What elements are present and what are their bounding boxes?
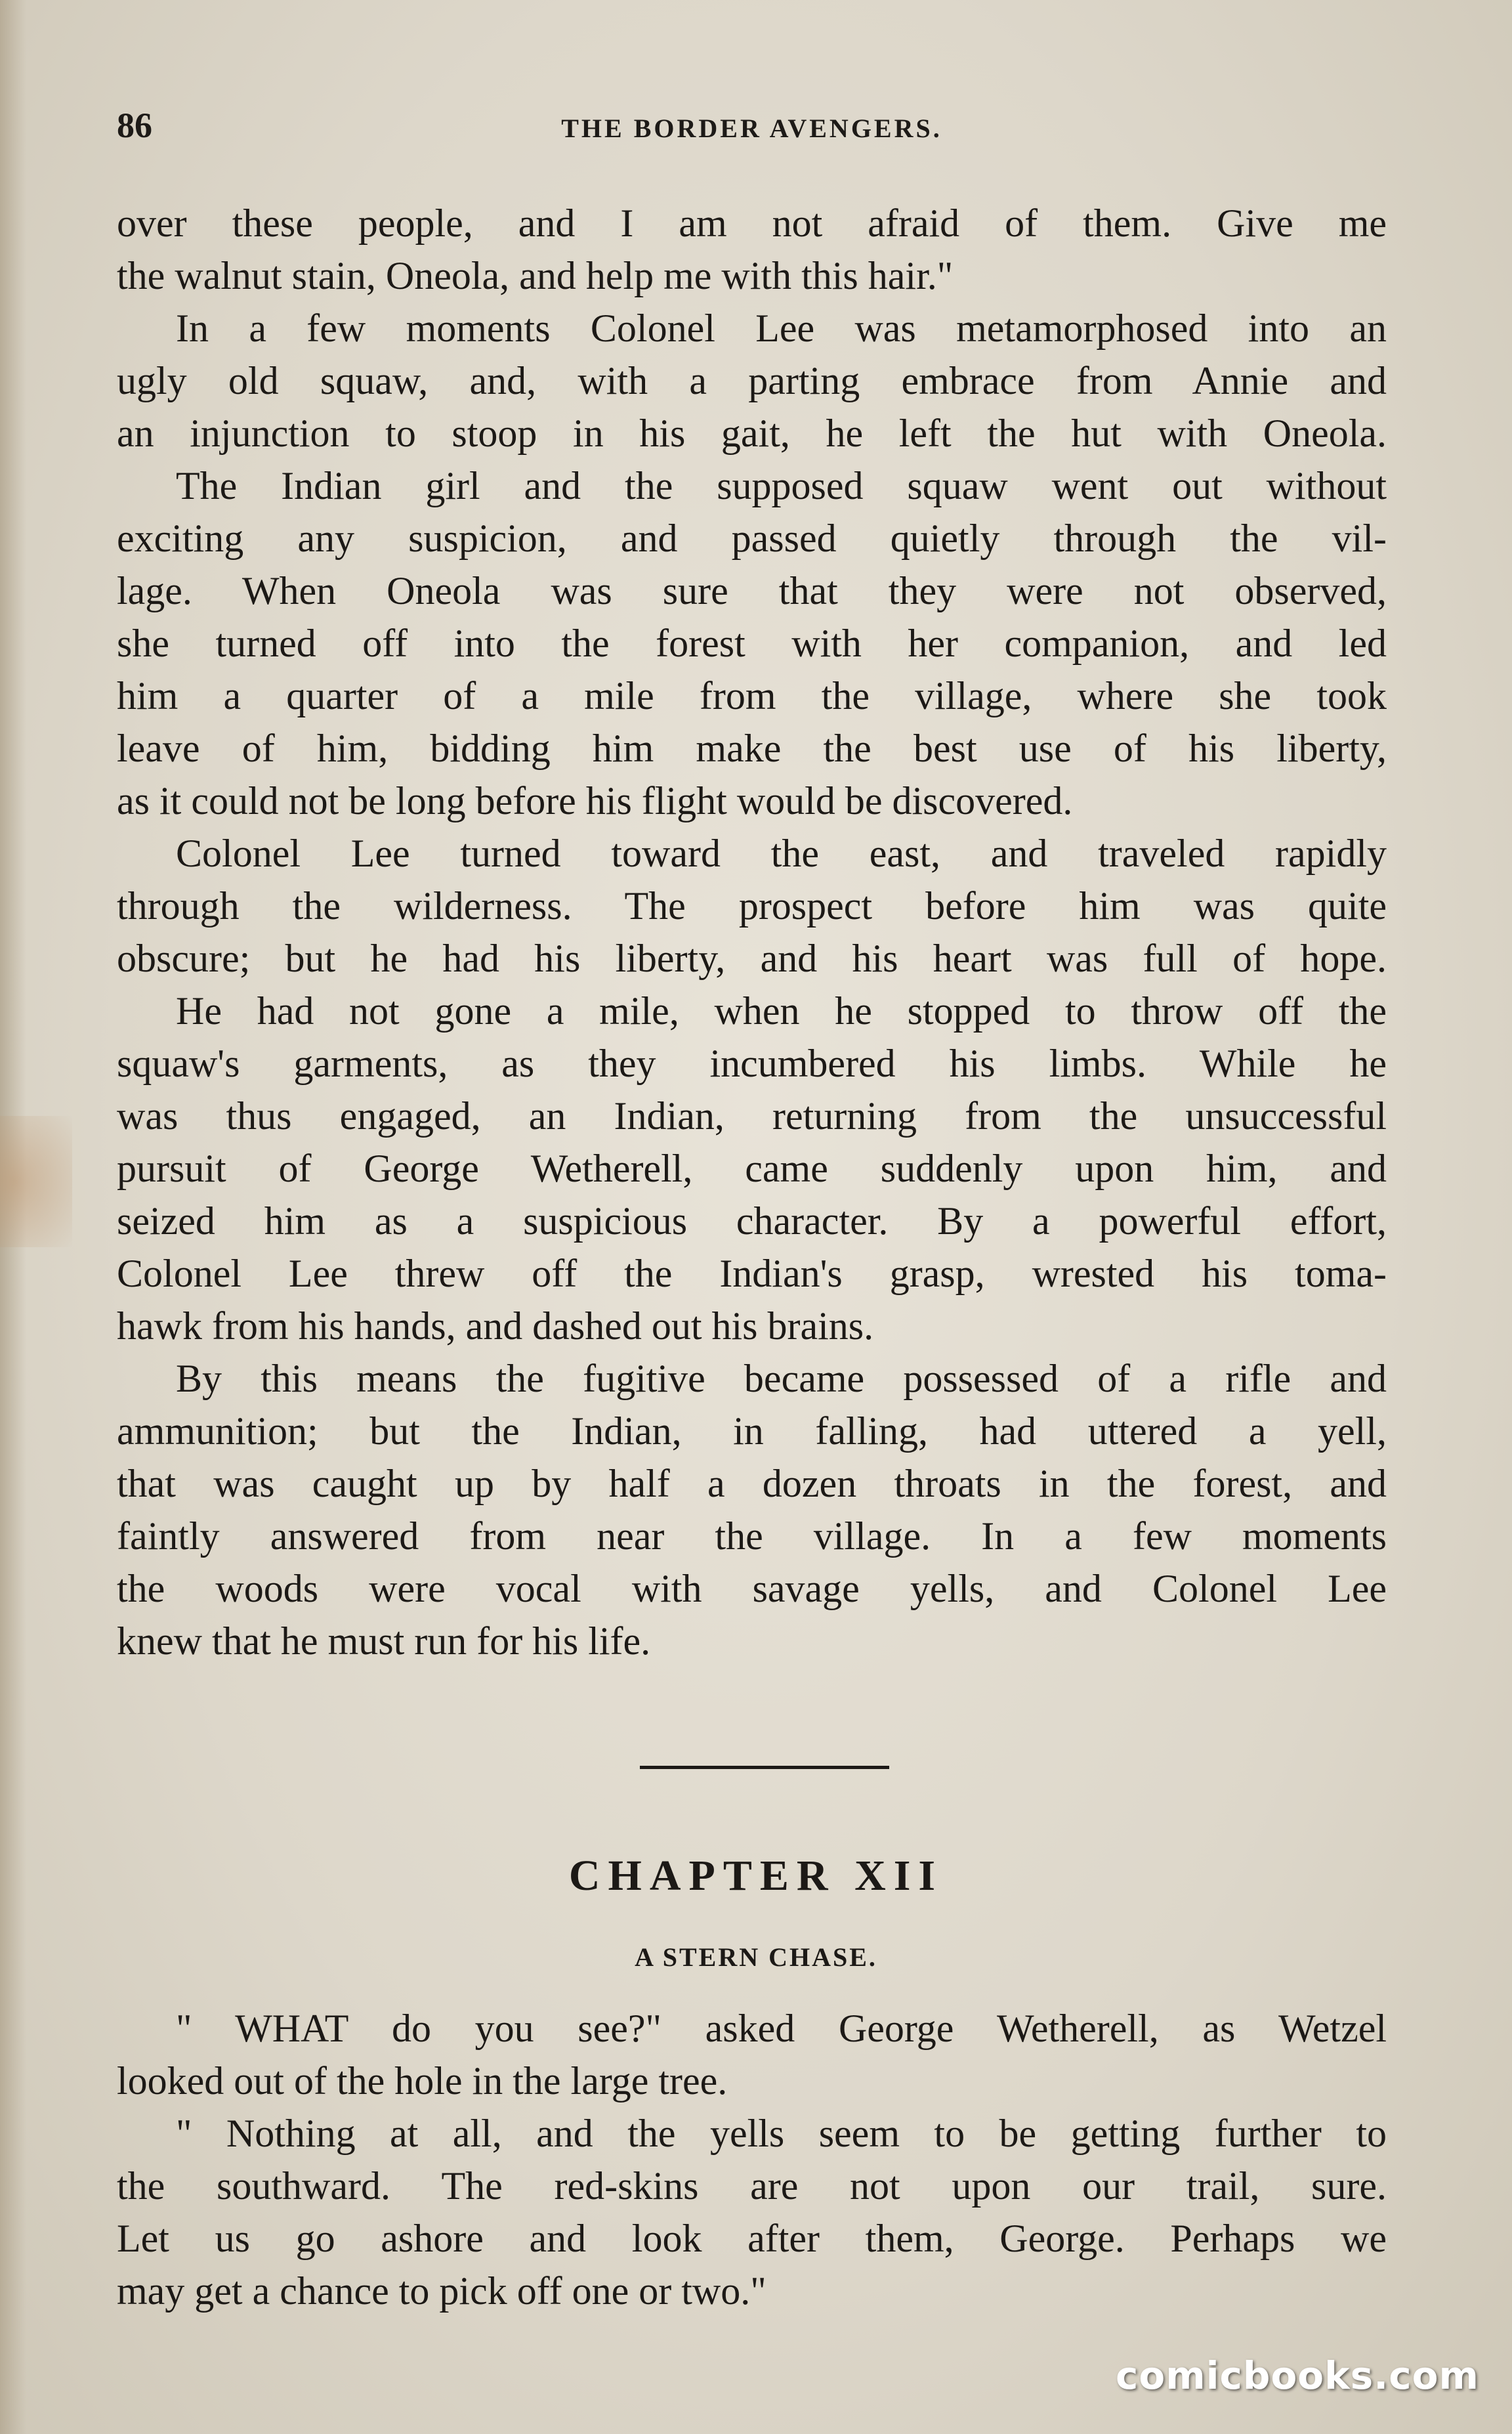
chapter-title: CHAPTER XII bbox=[568, 1852, 944, 1900]
text-line: that was caught up by half a dozen throats in the forest, and bbox=[117, 1462, 1387, 1505]
text-line: By this means the fugitive became possessed of a rifle and bbox=[176, 1357, 1387, 1400]
text-line: He had not gone a mile, when he stopped to throw off the bbox=[176, 989, 1387, 1033]
text-line: may get a chance to pick off one or two." bbox=[117, 2269, 766, 2313]
text-line: the woods were vocal with savage yells, and Colonel Lee bbox=[117, 1567, 1387, 1610]
text-line: was thus engaged, an Indian, returning from the unsuccessful bbox=[117, 1094, 1387, 1138]
text-line: hawk from his hands, and dashed out his brains. bbox=[117, 1304, 874, 1348]
text-line: pursuit of George Wetherell, came suddenly upon him, and bbox=[117, 1147, 1387, 1190]
text-line: through the wilderness. The prospect before him was quite bbox=[117, 884, 1387, 928]
text-line: seized him as a suspicious character. By a powerful effort, bbox=[117, 1199, 1387, 1243]
page-number: 86 bbox=[117, 106, 152, 145]
text-line: the southward. The red-skins are not upon our trail, sure. bbox=[117, 2164, 1387, 2208]
text-line: over these people, and I am not afraid of them. Give me bbox=[117, 202, 1387, 245]
text-line: ugly old squaw, and, with a parting embrace from Annie and bbox=[117, 359, 1387, 402]
text-line: obscure; but he had his liberty, and his heart was full of hope. bbox=[117, 937, 1387, 980]
paper-stain bbox=[0, 1116, 72, 1247]
text-line: the walnut stain, Oneola, and help me with this hair." bbox=[117, 254, 954, 297]
page-header bbox=[117, 105, 1387, 158]
text-line: In a few moments Colonel Lee was metamorphosed into an bbox=[176, 307, 1387, 350]
text-line: Colonel Lee turned toward the east, and traveled rapidly bbox=[176, 832, 1387, 875]
body-text bbox=[117, 197, 1387, 1667]
text-line: lage. When Oneola was sure that they were not observed, bbox=[117, 569, 1387, 612]
text-line: " WHAT do you see?" asked George Wetherell, as Wetzel bbox=[176, 2007, 1387, 2050]
text-line: as it could not be long before his flight would be discovered. bbox=[117, 779, 1073, 822]
text-line: knew that he must run for his life. bbox=[117, 1619, 651, 1663]
text-line: The Indian girl and the supposed squaw went out without bbox=[176, 464, 1387, 507]
text-line: faintly answered from near the village. In a few moments bbox=[117, 1514, 1387, 1558]
text-line: exciting any suspicion, and passed quietly through the vil- bbox=[117, 517, 1387, 560]
text-line: leave of him, bidding him make the best use of his liberty, bbox=[117, 727, 1387, 770]
text-line: she turned off into the forest with her companion, and led bbox=[117, 622, 1387, 665]
running-title: THE BORDER AVENGERS. bbox=[561, 114, 942, 143]
text-line: ammunition; but the Indian, in falling, had uttered a yell, bbox=[117, 1409, 1387, 1453]
text-line: Let us go ashore and look after them, George. Perhaps we bbox=[117, 2217, 1387, 2260]
text-line: " Nothing at all, and the yells seem to be getting further to bbox=[176, 2112, 1387, 2155]
text-line: looked out of the hole in the large tree. bbox=[117, 2059, 728, 2103]
text-line: Colonel Lee threw off the Indian's grasp, wrested his toma- bbox=[117, 1252, 1387, 1295]
site-watermark: comicbooks.com bbox=[1116, 2353, 1479, 2398]
section-divider bbox=[640, 1766, 889, 1769]
chapter-subtitle: A STERN CHASE. bbox=[635, 1942, 877, 1972]
chapter-text bbox=[117, 2002, 1387, 2317]
text-line: squaw's garments, as they incumbered his limbs. While he bbox=[117, 1042, 1387, 1085]
text-line: him a quarter of a mile from the village, where she took bbox=[117, 674, 1387, 717]
text-line: an injunction to stoop in his gait, he left the hut with Oneola. bbox=[117, 412, 1387, 455]
